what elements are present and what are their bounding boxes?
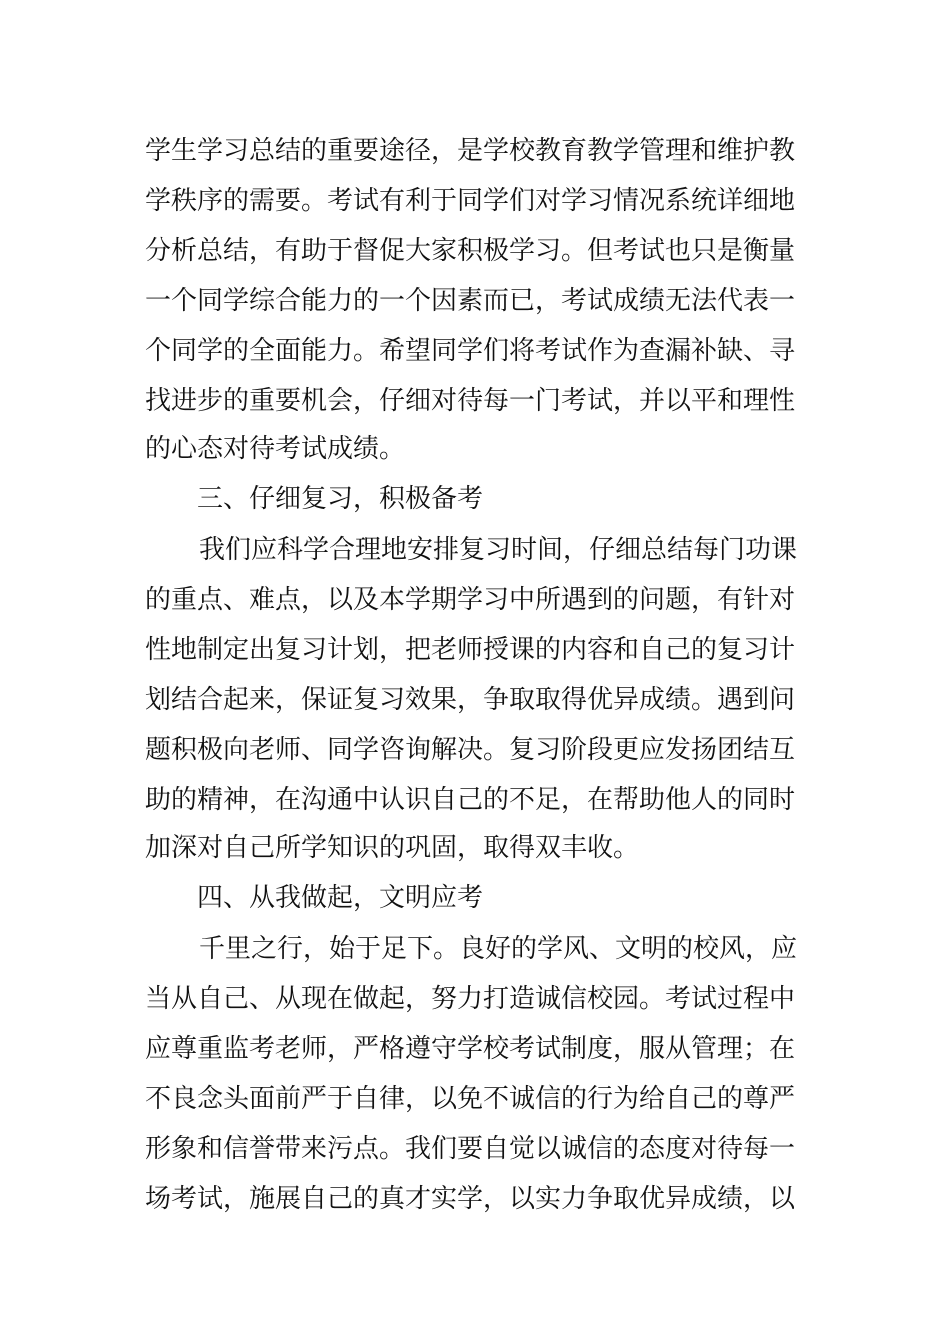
paragraph-line: 的重点、难点，以及本学期学习中所遇到的问题，有针对 — [145, 585, 796, 615]
paragraph-line: 题积极向老师、同学咨询解决。复习阶段更应发扬团结互 — [145, 735, 796, 765]
paragraph-line: 场考试，施展自己的真才实学，以实力争取优异成绩，以 — [145, 1184, 796, 1214]
paragraph-line: 一个同学综合能力的一个因素而已，考试成绩无法代表一 — [145, 286, 796, 316]
paragraph-line: 加深对自己所学知识的巩固，取得双丰收。 — [145, 833, 640, 863]
paragraph-line: 千里之行，始于足下。良好的学风、文明的校风，应 — [199, 934, 798, 964]
paragraph-line: 找进步的重要机会，仔细对待每一门考试，并以平和理性 — [145, 386, 796, 416]
paragraph-line: 我们应科学合理地安排复习时间，仔细总结每门功课 — [199, 535, 798, 565]
paragraph-line: 学生学习总结的重要途径，是学校教育教学管理和维护教 — [145, 136, 796, 166]
paragraph-line: 应尊重监考老师，严格遵守学校考试制度，服从管理；在 — [145, 1034, 796, 1064]
paragraph-line: 划结合起来，保证复习效果，争取取得优异成绩。遇到问 — [145, 685, 796, 715]
paragraph-line: 学秩序的需要。考试有利于同学们对学习情况系统详细地 — [145, 186, 796, 216]
paragraph-line: 个同学的全面能力。希望同学们将考试作为查漏补缺、寻 — [145, 336, 796, 366]
section-heading: 四、从我做起，文明应考 — [197, 883, 484, 913]
paragraph-line: 形象和信誉带来污点。我们要自觉以诚信的态度对待每一 — [145, 1134, 796, 1164]
paragraph-line: 性地制定出复习计划，把老师授课的内容和自己的复习计 — [145, 635, 796, 665]
paragraph-line: 分析总结，有助于督促大家积极学习。但考试也只是衡量 — [145, 236, 796, 266]
paragraph-line: 的心态对待考试成绩。 — [145, 434, 406, 464]
paragraph-line: 当从自己、从现在做起，努力打造诚信校园。考试过程中 — [145, 984, 796, 1014]
paragraph-line: 助的精神，在沟通中认识自己的不足，在帮助他人的同时 — [145, 785, 796, 815]
paragraph-line: 不良念头面前严于自律，以免不诚信的行为给自己的尊严 — [145, 1084, 796, 1114]
section-heading: 三、仔细复习，积极备考 — [197, 484, 484, 514]
